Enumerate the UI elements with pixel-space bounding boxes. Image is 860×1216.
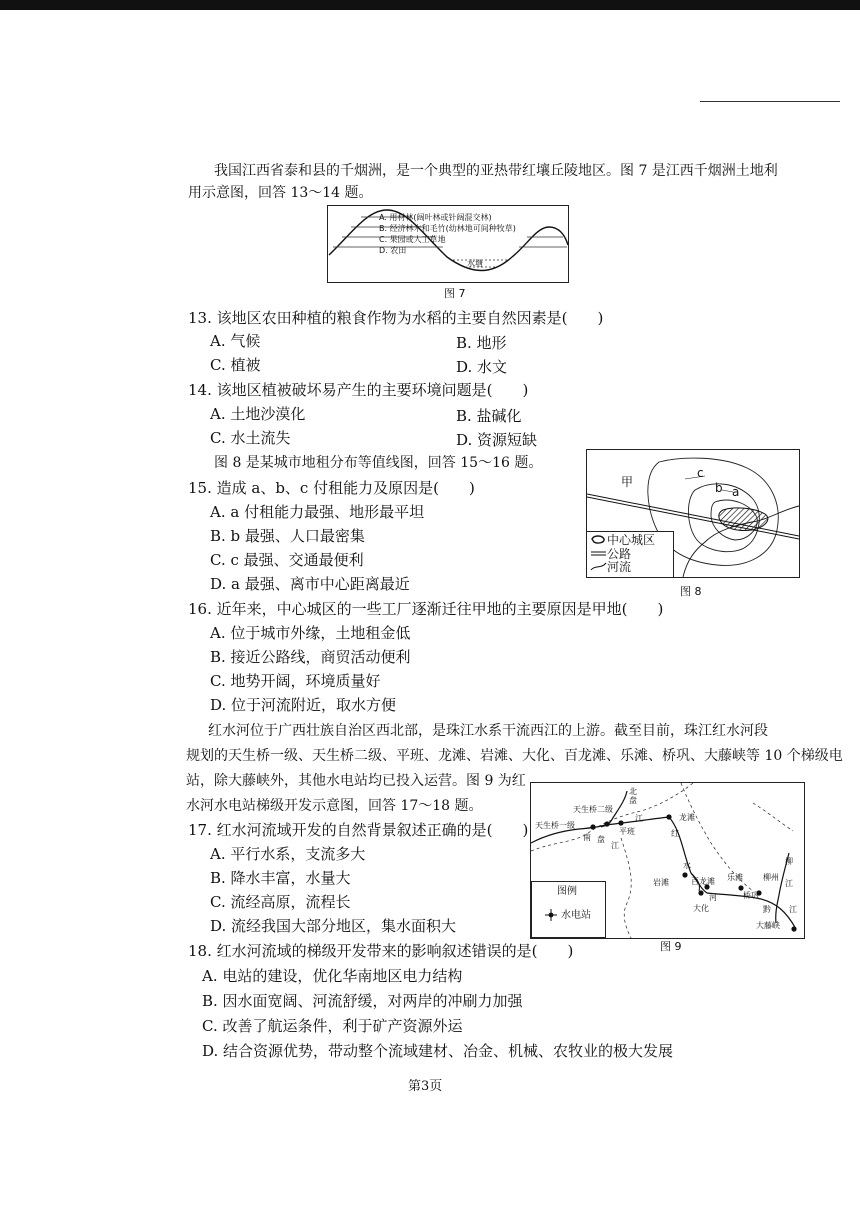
q13-stem: 13. 该地区农田种植的粮食作物为水稻的主要自然因素是( ): [188, 309, 604, 327]
fig9-legend-title: 图例: [557, 886, 577, 897]
q15-option-c: C. c 最强、交通最便利: [210, 551, 364, 569]
q14-option-c: C. 水土流失: [210, 429, 291, 447]
fig7-label-d: D. 农田: [379, 246, 407, 255]
q14-option-a: A. 土地沙漠化: [210, 405, 306, 423]
q14-option-b: B. 盐碱化: [456, 407, 522, 425]
q18-option-c: C. 改善了航运条件，利于矿产资源外运: [202, 1017, 463, 1035]
fig8-label-a: a: [732, 485, 740, 499]
fig8-label-c: c: [697, 466, 704, 480]
fig9-river-pan-2: 盘: [597, 835, 605, 844]
q14-stem: 14. 该地区植被破坏易产生的主要环境问题是( ): [188, 381, 529, 399]
fig9-river-he: 河: [709, 893, 717, 902]
q17-option-d: D. 流经我国大部分地区，集水面积大: [210, 917, 457, 935]
fig9-station-tianshengqiao-2: 天生桥二级: [573, 805, 613, 814]
fig7-caption: 图 7: [444, 287, 466, 300]
fig9-caption: 图 9: [660, 940, 682, 953]
fig9-river-jiang-1: 江: [635, 814, 643, 823]
page-number: 第3页: [408, 1079, 443, 1094]
q16-option-b: B. 接近公路线，商贸活动便利: [210, 648, 411, 666]
intro-paragraph-1-line1: 我国江西省泰和县的千烟洲，是一个典型的亚热带红壤丘陵地区。图 7 是江西千烟洲土地利: [214, 163, 778, 179]
fig7-label-c: C. 果园或人工草地: [379, 235, 446, 244]
figure-7: [327, 205, 569, 283]
fig9-river-jiang-2: 江: [611, 841, 619, 850]
fig9-river-qian: 黔: [763, 905, 771, 914]
q18-option-b: B. 因水面宽阔、河流舒缓，对两岸的冲刷力加强: [202, 992, 523, 1010]
figure-9: [530, 782, 805, 939]
fig9-legend-station: 水电站: [561, 910, 591, 921]
fig9-station-longtan: 龙滩: [679, 813, 695, 822]
q13-option-c: C. 植被: [210, 356, 261, 374]
fig9-station-dahua: 大化: [693, 904, 709, 913]
figure-8: [586, 449, 800, 578]
fig9-station-pingban: 平班: [619, 827, 635, 836]
q16-option-d: D. 位于河流附近，取水方便: [210, 696, 397, 714]
q17-stem: 17. 红水河流域开发的自然背景叙述正确的是( ): [188, 821, 529, 839]
fig9-river-jiang-4: 江: [789, 905, 797, 914]
fig9-river-liu: 柳: [785, 857, 793, 866]
q15-option-d: D. a 最强、离市中心距离最近: [210, 575, 410, 593]
fig9-river-bei: 北: [629, 787, 637, 796]
fig9-river-nan: 南: [583, 833, 591, 842]
fig9-station-dateng: 大藤峡: [756, 921, 780, 930]
q13-option-a: A. 气候: [210, 332, 261, 350]
fig9-station-bailongtan: 百龙滩: [691, 877, 715, 886]
fig9-station-letan: 乐滩: [727, 873, 743, 882]
fig9-river-shui: 水: [683, 861, 691, 870]
fig9-city-liuzhou: 柳州: [763, 873, 779, 882]
q18-option-a: A. 电站的建设，优化华南地区电力结构: [202, 967, 463, 985]
header-rule: [700, 101, 840, 102]
q16-stem: 16. 近年来，中心城区的一些工厂逐渐迁往甲地的主要原因是甲地( ): [188, 600, 664, 618]
fig9-station-qiaogong: 桥巩: [743, 891, 759, 900]
intro-paragraph-1-line2: 用示意图，回答 13～14 题。: [188, 185, 373, 201]
fig9-river-hong: 红: [671, 829, 679, 838]
scan-top-border: [0, 0, 860, 10]
q15-option-b: B. b 最强、人口最密集: [210, 527, 365, 545]
q17-option-c: C. 流经高原，流程长: [210, 893, 351, 911]
q14-option-d: D. 资源短缺: [456, 431, 538, 449]
fig9-river-jiang-3: 江: [785, 879, 793, 888]
q13-option-d: D. 水文: [456, 358, 508, 376]
fig9-river-pan-1: 盘: [629, 796, 637, 805]
fig8-label-jia: 甲: [621, 475, 634, 489]
intro-paragraph-3-line1: 红水河位于广西壮族自治区西北部，是珠江水系干流西江的上游。截至目前，珠江红水河段: [208, 723, 768, 739]
q15-option-a: A. a 付租能力最强、地形最平坦: [210, 503, 425, 521]
fig8-legend-center: 中心城区: [607, 533, 656, 547]
fig9-station-yantan: 岩滩: [653, 878, 669, 887]
fig7-label-b: B. 经济林木和毛竹(幼林地可间种牧草): [379, 224, 516, 233]
fig7-pond-label: 水塘: [467, 259, 483, 268]
intro-paragraph-3-line4: 水河水电站梯级开发示意图，回答 17～18 题。: [186, 798, 483, 814]
q13-option-b: B. 地形: [456, 334, 507, 352]
q17-option-a: A. 平行水系，支流多大: [210, 845, 366, 863]
intro-paragraph-3-line3: 站，除大藤峡外，其他水电站均已投入运营。图 9 为红: [186, 773, 526, 789]
fig8-caption: 图 8: [680, 585, 702, 598]
q16-option-a: A. 位于城市外缘，土地租金低: [210, 624, 411, 642]
fig7-label-a: A. 用材林(阔叶林或针阔混交林): [379, 213, 492, 222]
fig8-legend-road: 公路: [607, 547, 632, 561]
q15-stem: 15. 造成 a、b、c 付租能力及原因是( ): [188, 479, 475, 497]
q16-option-c: C. 地势开阔，环境质量好: [210, 672, 381, 690]
fig8-label-b: b: [715, 481, 723, 495]
fig9-station-tianshengqiao-1: 天生桥一级: [535, 821, 575, 830]
q17-option-b: B. 降水丰富，水量大: [210, 869, 351, 887]
fig8-legend: [586, 531, 674, 578]
intro-paragraph-2: 图 8 是某城市地租分布等值线图，回答 15～16 题。: [214, 455, 543, 471]
fig8-legend-river: 河流: [607, 560, 632, 574]
q18-stem: 18. 红水河流域的梯级开发带来的影响叙述错误的是( ): [188, 942, 574, 960]
intro-paragraph-3-line2: 规划的天生桥一级、天生桥二级、平班、龙滩、岩滩、大化、百龙滩、乐滩、桥巩、大藤峡等 10 个梯级电: [186, 748, 843, 764]
q18-option-d: D. 结合资源优势，带动整个流域建材、冶金、机械、农牧业的极大发展: [202, 1042, 674, 1060]
